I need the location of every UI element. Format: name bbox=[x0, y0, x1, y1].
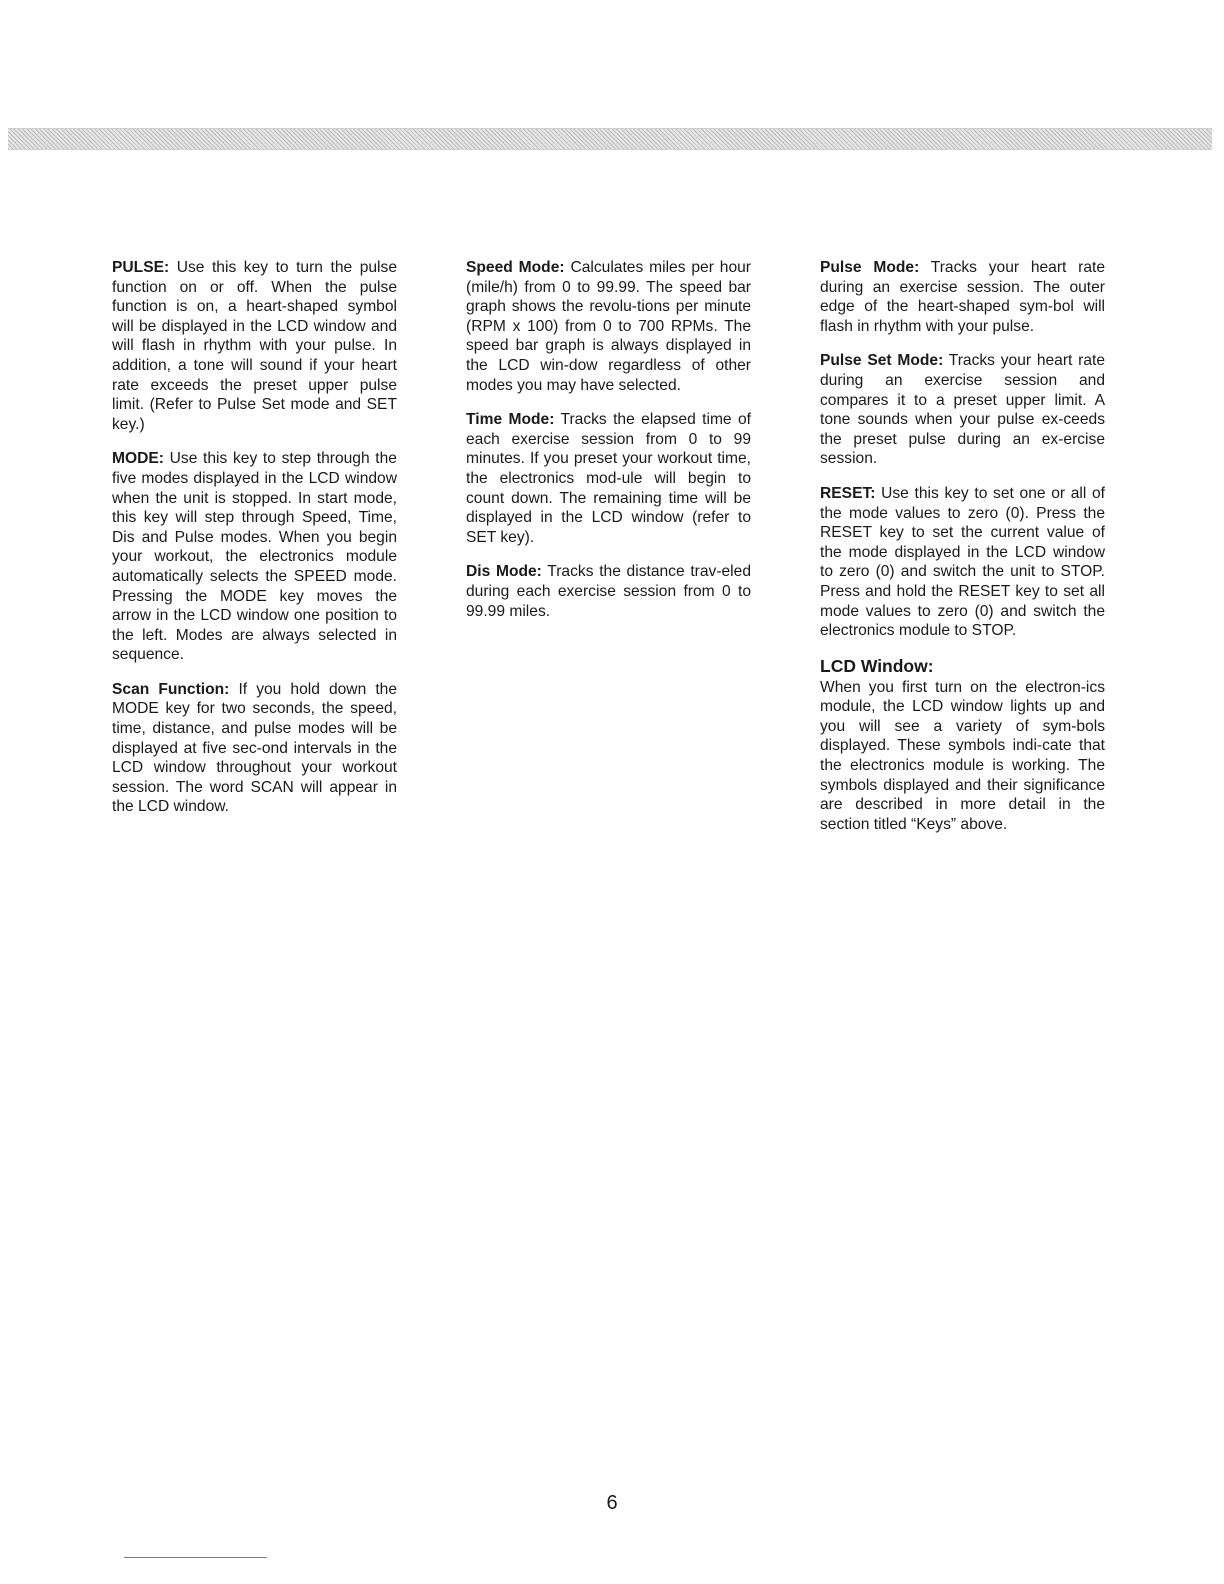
pulse-set-mode-term: Pulse Set Mode: bbox=[820, 352, 944, 370]
scan-function-text: If you hold down the MODE key for two seconds, the speed, time, distance, and pulse modes will be displayed at five sec-ond intervals in the LCD window throughout your workout session. The word SCAN will appear in the LCD window. bbox=[112, 680, 397, 816]
column-left bbox=[112, 258, 397, 832]
dis-mode-description bbox=[466, 562, 751, 621]
reset-key-term: RESET: bbox=[820, 484, 876, 502]
pulse-mode-description bbox=[820, 258, 1105, 336]
reset-key-description bbox=[820, 484, 1105, 641]
pulse-key-text: Use this key to turn the pulse function on or off. When the pulse function is on, a heart-shaped symbol will be displayed in the LCD window and will flash in rhythm with your pulse. In addition, a tone will sound if your heart rate exceeds the preset upper pulse limit. (Refer to Pulse Set mode and SET key.) bbox=[112, 259, 397, 433]
pulse-set-mode-description bbox=[820, 351, 1105, 469]
pulse-key-term: PULSE: bbox=[112, 259, 170, 276]
dis-mode-text: Tracks the distance trav-eled during each exercise session from 0 to 99.99 miles. bbox=[466, 563, 751, 620]
speed-mode-description bbox=[466, 258, 751, 395]
speed-mode-text: Calculates miles per hour (mile/h) from 0 to 99.99. The speed bar graph shows the revolu-tions per minute (RPM x 100) from 0 to 700 RPMs. The speed bar graph is always displayed in the LCD win-dow regardless of other modes you may have selected. bbox=[466, 259, 751, 394]
lcd-window-description: When you first turn on the electron-ics module, the LCD window lights up and you will see a variety of sym-bols displayed. These symbols indi-cate that the electronics module is working. The symbols displayed and their significance are described in more detail in the section titled “Keys” above. bbox=[820, 678, 1105, 833]
reset-key-text: Use this key to set one or all of the mode values to zero (0). Press the RESET key to set the current value of the mode displayed in the LCD window to zero (0) and switch the unit to STOP. Press and hold the RESET key to set all mode values to zero (0) and switch the electronics module to STOP. bbox=[820, 484, 1105, 640]
pulse-key-description bbox=[112, 258, 397, 434]
column-right bbox=[820, 258, 1105, 849]
pulse-mode-text: Tracks your heart rate during an exercise session. The outer edge of the heart-shaped sym-bol will flash in rhythm with your pulse. bbox=[820, 259, 1105, 335]
page-number: 6 bbox=[606, 1492, 618, 1514]
dis-mode-term: Dis Mode: bbox=[466, 563, 542, 581]
pulse-mode-term: Pulse Mode: bbox=[820, 259, 920, 276]
header-decorative-band bbox=[8, 128, 1212, 150]
time-mode-text: Tracks the elapsed time of each exercise session from 0 to 99 minutes. If you preset your workout time, the electronics mod-ule will begin to count down. The remaining time will be displayed in the LCD window (refer to SET key). bbox=[466, 411, 751, 546]
scan-function-description bbox=[112, 680, 397, 817]
mode-key-term: MODE: bbox=[112, 450, 164, 468]
lcd-window-heading: LCD Window: bbox=[820, 655, 934, 676]
scan-function-term: Scan Function: bbox=[112, 680, 230, 698]
footer-rule bbox=[124, 1557, 267, 1558]
mode-key-description bbox=[112, 449, 397, 665]
mode-key-text: Use this key to step through the five modes displayed in the LCD window when the unit is stopped. In start mode, this key will step through Speed, Time, Dis and Pulse modes. When you begin your workout, the electronics module automatically selects the SPEED mode. Pressing the MODE key moves the arrow in the LCD window one position to the left. Modes are always selected in sequence. bbox=[112, 450, 397, 664]
column-middle bbox=[466, 258, 751, 636]
time-mode-term: Time Mode: bbox=[466, 411, 555, 429]
pulse-set-mode-text: Tracks your heart rate during an exercise session and compares it to a preset upper limit. A tone sounds when your pulse ex-ceeds the preset pulse during an ex-ercise session. bbox=[820, 352, 1105, 468]
time-mode-description bbox=[466, 410, 751, 547]
speed-mode-term: Speed Mode: bbox=[466, 259, 565, 276]
